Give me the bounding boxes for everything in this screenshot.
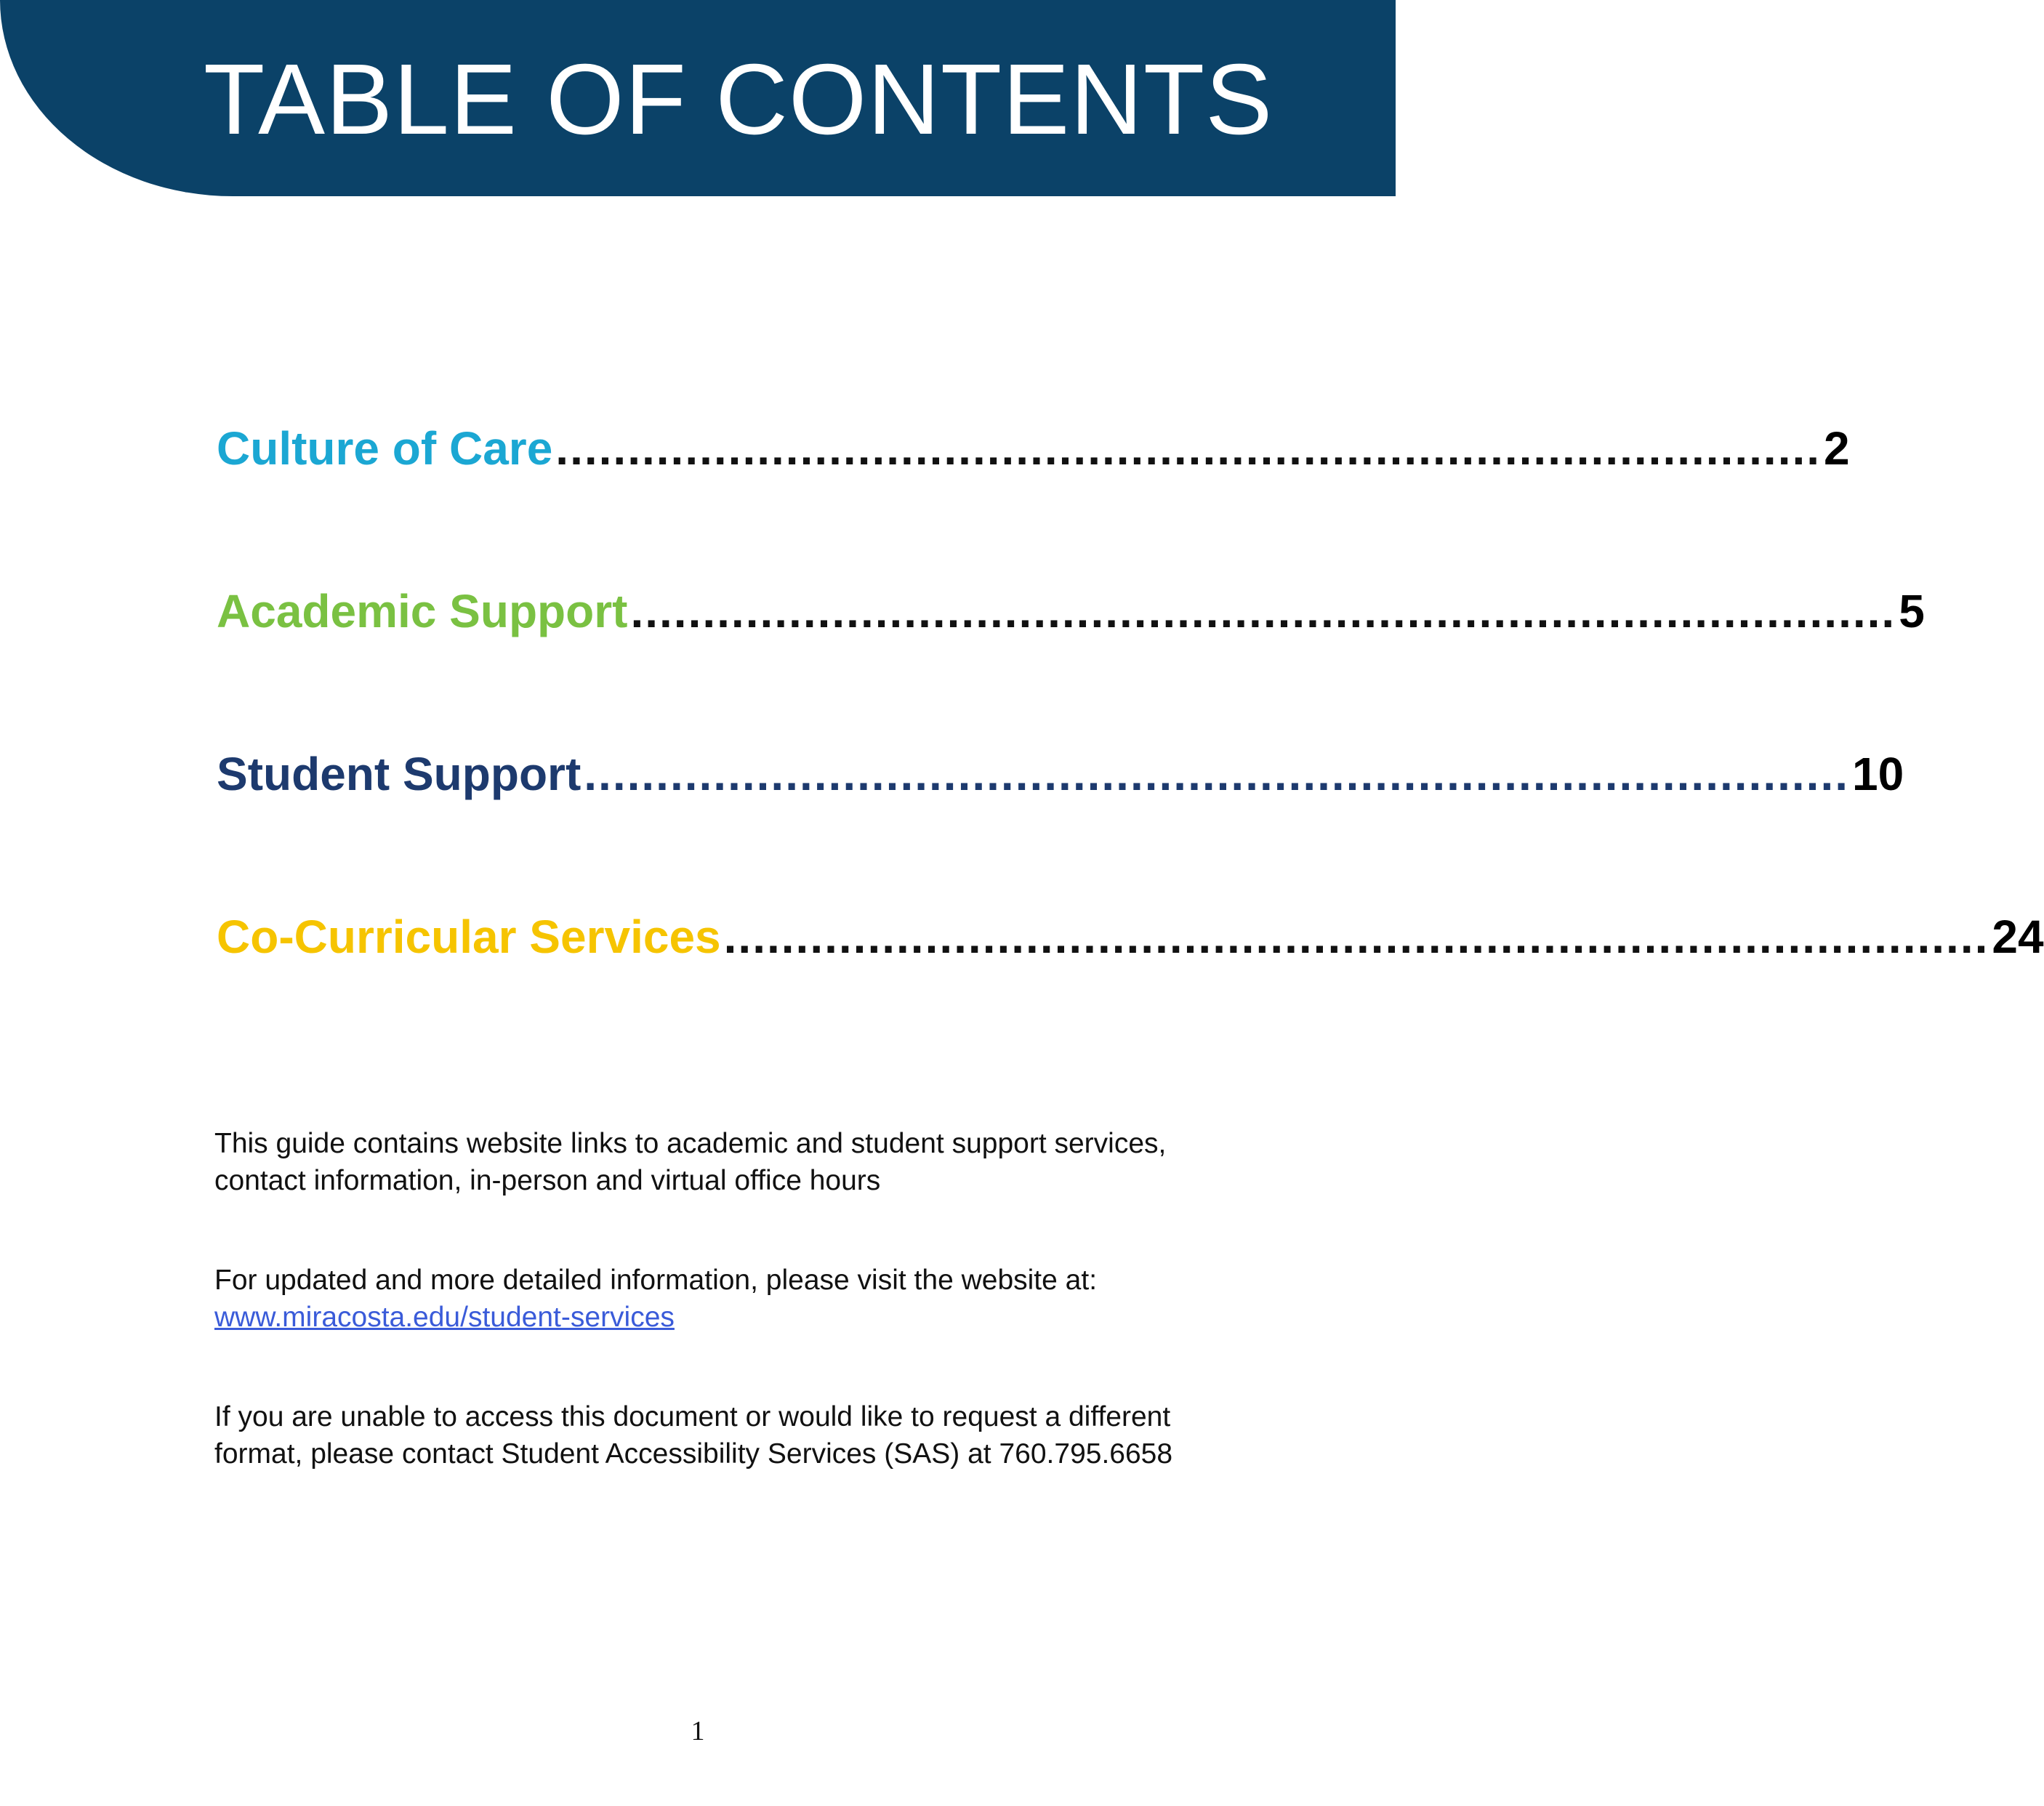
toc-entry-page: 2	[1824, 422, 1850, 475]
accessibility-notice: If you are unable to access this document or would like to request a different format, please contact Student Accessibility Services (SAS) at 760.795.6658	[214, 1401, 1173, 1470]
toc-dot-leader: ........................................................................................	[723, 911, 1989, 963]
toc-entry-co-curricular-services[interactable]	[217, 910, 2044, 964]
toc-entry-label: Co-Curricular Services	[217, 911, 721, 963]
toc-dot-leader: ........................................................................................	[584, 748, 1849, 800]
toc-entry-student-support[interactable]	[217, 747, 1904, 801]
guide-description: This guide contains website links to academic and student support services, contact information, in-person and virtual office hours	[214, 1128, 1167, 1196]
toc-entry-culture-of-care[interactable]	[217, 422, 1850, 475]
toc-entry-label: Academic Support	[217, 585, 628, 637]
website-paragraph-text: For updated and more detailed information, please visit the website at:	[214, 1265, 1098, 1296]
page-title: TABLE OF CONTENTS	[204, 44, 1274, 156]
website-paragraph	[214, 1262, 1188, 1336]
website-link[interactable]: www.miracosta.edu/student-services	[214, 1302, 675, 1333]
toc-entry-page: 5	[1899, 585, 1925, 637]
toc-dot-leader: ........................................................................................	[555, 422, 1822, 475]
toc-entry-page: 24	[1992, 911, 2044, 963]
toc-entry-label: Student Support	[217, 748, 582, 800]
header-banner	[0, 0, 1396, 196]
table-of-contents	[217, 422, 2044, 1073]
info-section	[214, 1125, 1188, 1535]
toc-entry-page: 10	[1852, 748, 1904, 800]
toc-dot-leader: ........................................................................................	[630, 585, 1896, 637]
toc-entry-academic-support[interactable]	[217, 584, 1925, 638]
page-number: 1	[691, 1716, 705, 1746]
toc-entry-label: Culture of Care	[217, 422, 553, 475]
